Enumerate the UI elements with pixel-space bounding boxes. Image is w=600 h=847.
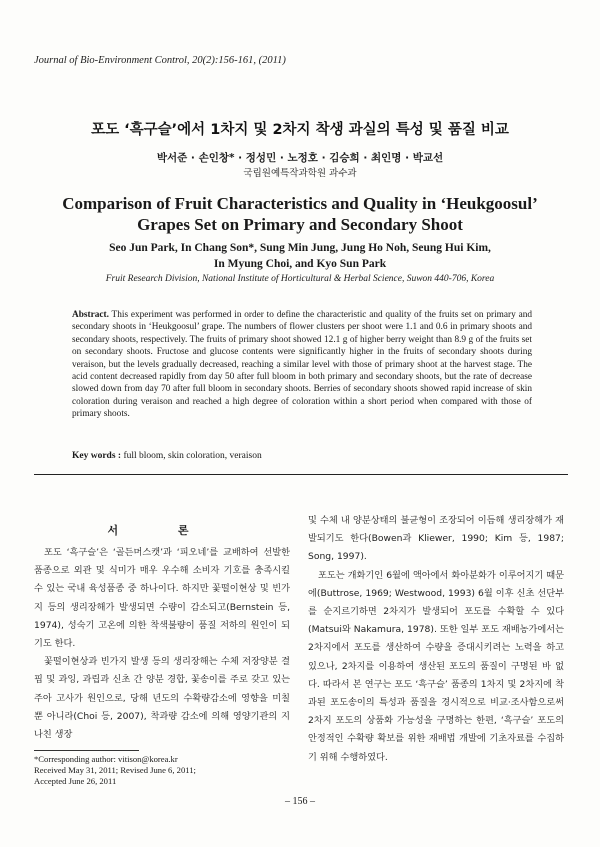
accepted-date: Accepted June 26, 2011 — [34, 776, 117, 786]
english-affiliation: Fruit Research Division, National Institute of Horticultural & Herbal Science, Suwon 440-706, Korea — [105, 274, 495, 284]
left-column — [34, 544, 290, 744]
korean-affiliation: 국립원예특작과학원 과수과 — [243, 168, 357, 179]
english-authors-line1: Seo Jun Park, In Chang Son*, Sung Min Jung, Jung Ho Noh, Seung Hui Kim, — [109, 242, 491, 254]
korean-title: 포도 ‘흑구슬’에서 1차지 및 2차지 착생 과실의 특성 및 품질 비교 — [91, 122, 509, 138]
footnote-divider — [34, 750, 139, 751]
paragraph: 꽃떨이현상과 빈가지 발생 등의 생리장해는 수체 저장양분 결핍 및 과잉, 과립과 신초 간 양분 경합, 꽃송이를 주로 갖고 있는 주아 고사가 원인으로, 당해 년도의 수확량감소에 영향을 미칠 뿐 아니라(Choi 등, 2007), 착과량 감소에 의해 영양기관의 지나친 생장 — [34, 656, 290, 741]
footnotes — [34, 754, 290, 787]
journal-citation: Journal of Bio-Environment Control, 20(2):156-161, (2011) — [34, 55, 286, 66]
paragraph: 포도는 개화기인 6월에 액아에서 화아분화가 이루어지기 때문에(Buttrose, 1969; Westwood, 1993) 6월 이후 신초 선단부를 순지르기하면 2차지가 발생되어 포도를 수확할 수 있다(Matsui와 Nakamura, 1978). 또한 일부 포도 재배농가에서는 2차지에서 포도를 생산하여 수량을 증대시키려는 노력을 하고 있으나, 2차지를 이용하여 생산된 포도의 품질이 구명된 바 없다. 따라서 본 연구는 포도 ‘흑구슬’ 품종의 1차지 및 2차지에 착과된 포도송이의 특성과 품질을 경시적으로 비교·조사함으로써 2차지 포도의 상품화 가능성을 구명하는 한편, ‘흑구슬’ 포도의 안정적인 수확량 확보를 위한 재배법 개발에 기초자료를 수집하기 위해 수행하였다. — [308, 569, 564, 763]
page-number: – 156 – — [285, 796, 315, 807]
korean-authors: 박서준 · 손인창* · 정성민 · 노정호 · 김승희 · 최인명 · 박교선 — [156, 152, 444, 164]
abstract — [72, 309, 532, 421]
paragraph: 포도 ‘흑구슬’은 ‘골든머스캣’과 ‘피오네’를 교배하여 선발한 품종으로 외관 및 식미가 매우 우수해 소비자 기호를 충족시킬 수 있는 국내 육성품종 중 하나이다. 하지만 꽃떨이현상 및 빈가지 등의 생리장해가 발생되면 수량이 감소되고(Bernstein 등, 1974), 성숙기 고온에 의한 착색불량이 품질 저하의 원인이 되기도 한다. — [34, 547, 290, 650]
keywords — [72, 451, 532, 461]
keywords-text: full bloom, skin coloration, veraison — [123, 451, 262, 461]
received-date: Received May 31, 2011; Revised June 6, 2011; — [34, 765, 196, 775]
abstract-label: Abstract. — [72, 310, 109, 320]
section-divider — [34, 474, 568, 475]
corresponding-author: *Corresponding author: vitison@korea.kr — [34, 754, 178, 764]
english-title-line1: Comparison of Fruit Characteristics and Quality in ‘Heukgoosul’ — [62, 194, 538, 213]
paragraph: 및 수체 내 양분상태의 불균형이 조장되어 이듬해 생리장해가 재발되기도 한다(Bowen과 Kliewer, 1990; Kim 등, 1987; Song, 1997). — [308, 515, 564, 563]
english-authors — [60, 240, 540, 272]
right-column — [308, 512, 564, 767]
keywords-label: Key words : — [72, 451, 122, 461]
section-heading: 서 론 — [107, 524, 217, 537]
abstract-text: This experiment was performed in order to define the characteristic and quality of the fruits set on primary and secondary shoots in ‘Heukgoosul’ grape. The numbers of flower clusters per shoot were 1.1 and 0.6 in primary shoots and secondary shoots, respectively. The fruits of primary shoot showed 12.1 g of higher berry weight than 8.9 g of the fruits set on secondary shoots. Fructose and glucose contents were significantly higher in the fruits of secondary shoots during veraison, but the levels gradually decreased, reaching a similar level with those of primary shoot at the harvest stage. The acid content decreased rapidly from day 50 after full bloom in both primary and secondary shoots, but the rate of decrease slowed down from day 70 after full bloom in secondary shoots. Berries of secondary shoots showed rapid increase of skin coloration during veraison and reached a high degree of coloration within a short period when compared with those of primary shoots. — [72, 310, 532, 420]
english-authors-line2: In Myung Choi, and Kyo Sun Park — [213, 258, 387, 270]
english-title — [40, 193, 560, 235]
english-title-line2: Grapes Set on Primary and Secondary Shoot — [137, 215, 463, 234]
